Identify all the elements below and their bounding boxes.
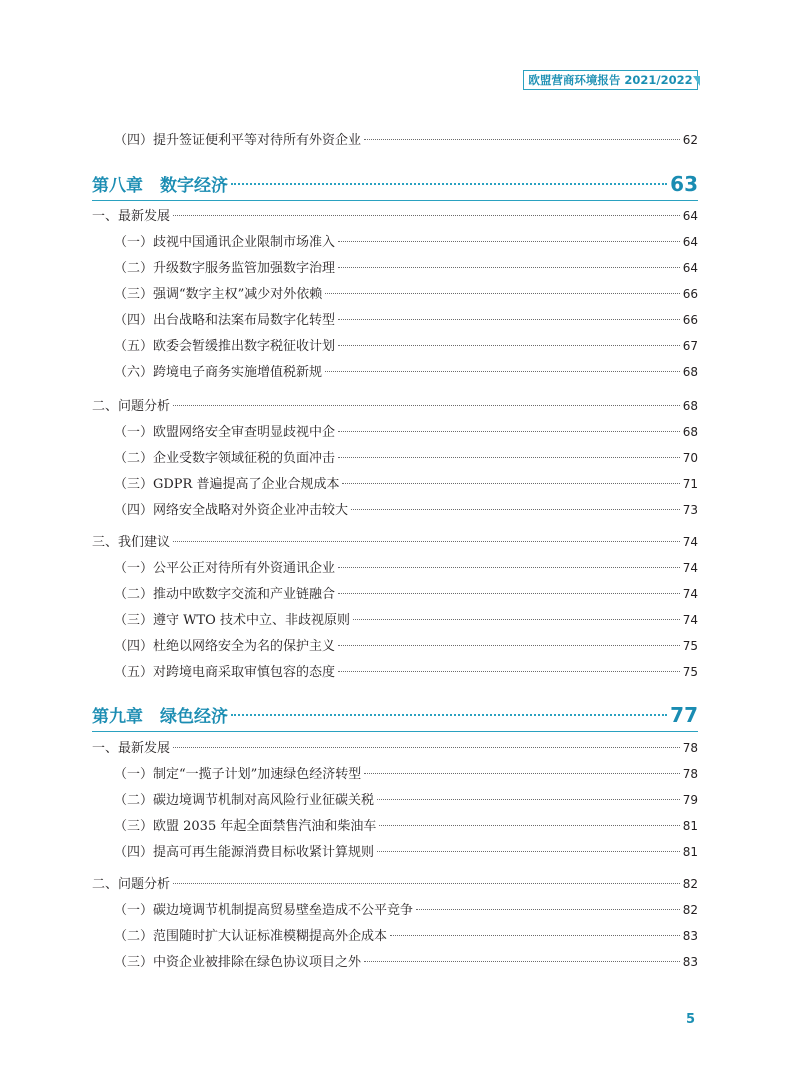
- toc-page-number: 70: [682, 451, 698, 465]
- toc-entry-title: （二）推动中欧数字交流和产业链融合: [114, 587, 336, 602]
- dot-leader: [364, 961, 680, 962]
- toc-entry-title: （五）对跨境电商采取审慎包容的态度: [114, 665, 336, 680]
- toc-page-number: 81: [682, 845, 698, 859]
- toc-entry-title: 二、问题分析: [92, 399, 171, 414]
- toc-page-number: 78: [682, 741, 698, 755]
- toc-entry-title: （四）网络安全战略对外资企业冲击较大: [114, 503, 349, 518]
- toc-page-number: 77: [670, 703, 698, 727]
- dot-leader: [231, 183, 667, 185]
- toc-page-number: 74: [682, 561, 698, 575]
- toc-page-number: 74: [682, 613, 698, 627]
- toc-page-number: 66: [682, 313, 698, 327]
- toc-section[interactable]: [92, 875, 698, 894]
- header-flag-decoration: [693, 76, 700, 86]
- toc-page-number: 64: [682, 235, 698, 249]
- dot-leader: [338, 431, 680, 432]
- dot-leader: [173, 883, 680, 884]
- toc-entry-title: （二）碳边境调节机制对高风险行业征碳关税: [114, 793, 375, 808]
- toc-page-number: 64: [682, 261, 698, 275]
- toc-page-number: 81: [682, 819, 698, 833]
- toc-subsection[interactable]: [92, 233, 698, 252]
- dot-leader: [416, 909, 680, 910]
- dot-leader: [342, 483, 679, 484]
- toc-subsection[interactable]: [92, 311, 698, 330]
- dot-leader: [379, 825, 679, 826]
- toc-section[interactable]: [92, 739, 698, 758]
- toc-entry-title: （三）欧盟 2035 年起全面禁售汽油和柴油车: [114, 819, 377, 834]
- dot-leader: [364, 139, 680, 140]
- toc-page-number: 75: [682, 639, 698, 653]
- toc-subsection[interactable]: [92, 765, 698, 784]
- toc-entry-title: （一）碳边境调节机制提高贸易壁垒造成不公平竞争: [114, 903, 414, 918]
- toc-page-number: 66: [682, 287, 698, 301]
- toc-subsection[interactable]: [92, 953, 698, 972]
- toc-subsection[interactable]: [92, 791, 698, 810]
- toc-subsection[interactable]: [92, 337, 698, 356]
- toc-entry-title: 三、我们建议: [92, 535, 171, 550]
- toc-page-number: 82: [682, 877, 698, 891]
- chapter-rule: [92, 200, 698, 201]
- toc-subsection[interactable]: [92, 663, 698, 682]
- dot-leader: [325, 293, 679, 294]
- dot-leader: [338, 567, 680, 568]
- toc-entry-title: 一、最新发展: [92, 209, 171, 224]
- toc-page-number: 74: [682, 587, 698, 601]
- page-number: 5: [686, 1012, 696, 1027]
- toc-chapter[interactable]: [92, 172, 698, 198]
- dot-leader: [173, 405, 680, 406]
- toc-page-number: 74: [682, 535, 698, 549]
- toc-entry-title: （一）公平公正对待所有外资通讯企业: [114, 561, 336, 576]
- toc-subsection[interactable]: [92, 901, 698, 920]
- dot-leader: [338, 319, 680, 320]
- dot-leader: [377, 799, 680, 800]
- dot-leader: [173, 215, 680, 216]
- toc-section[interactable]: [92, 533, 698, 552]
- dot-leader: [353, 619, 680, 620]
- toc-subsection[interactable]: [92, 363, 698, 382]
- toc-page-number: 79: [682, 793, 698, 807]
- toc-entry-title: 第九章 绿色经济: [92, 707, 228, 727]
- toc-page-number: 73: [682, 503, 698, 517]
- toc-page-number: 68: [682, 365, 698, 379]
- dot-leader: [377, 851, 680, 852]
- toc-entry-title: （三）中资企业被排除在绿色协议项目之外: [114, 955, 362, 970]
- dot-leader: [231, 714, 667, 716]
- toc-entry-title: （四）杜绝以网络安全为名的保护主义: [114, 639, 336, 654]
- toc-page-number: 62: [682, 133, 698, 147]
- toc-chapter[interactable]: [92, 703, 698, 729]
- toc-subsection[interactable]: [92, 585, 698, 604]
- report-header: 欧盟营商环境报告 2021/2022: [523, 70, 698, 90]
- toc-page-number: 68: [682, 399, 698, 413]
- dot-leader: [338, 593, 680, 594]
- dot-leader: [173, 541, 680, 542]
- toc-page-number: 63: [670, 172, 698, 196]
- toc-page-number: 64: [682, 209, 698, 223]
- dot-leader: [338, 345, 680, 346]
- toc-entry-title: （四）提高可再生能源消费目标收紧计算规则: [114, 845, 375, 860]
- dot-leader: [338, 241, 680, 242]
- chapter-rule: [92, 731, 698, 732]
- toc-page-number: 75: [682, 665, 698, 679]
- toc-entry-title: 第八章 数字经济: [92, 176, 228, 196]
- dot-leader: [351, 509, 680, 510]
- toc-subsection[interactable]: [92, 501, 698, 520]
- toc-subsection[interactable]: [92, 285, 698, 304]
- toc-entry-title: （四）出台战略和法案布局数字化转型: [114, 313, 336, 328]
- toc-entry-title: （二）升级数字服务监管加强数字治理: [114, 261, 336, 276]
- toc-subsection[interactable]: [92, 611, 698, 630]
- toc-entry-title: （三）GDPR 普遍提高了企业合规成本: [114, 477, 340, 492]
- toc-subsection[interactable]: [92, 259, 698, 278]
- dot-leader: [338, 645, 680, 646]
- toc-entry-title: （一）制定“一揽子计划”加速绿色经济转型: [114, 767, 362, 782]
- toc-entry-title: （三）强调“数字主权”减少对外依赖: [114, 287, 323, 302]
- toc-entry-title: 二、问题分析: [92, 877, 171, 892]
- toc-page-number: 67: [682, 339, 698, 353]
- toc-subsection[interactable]: [92, 817, 698, 836]
- toc-entry-title: （一）歧视中国通讯企业限制市场准入: [114, 235, 336, 250]
- toc-subsection[interactable]: [92, 843, 698, 862]
- toc-subsection[interactable]: [92, 559, 698, 578]
- toc-subsection[interactable]: [92, 475, 698, 494]
- toc-entry-title: （六）跨境电子商务实施增值税新规: [114, 365, 323, 380]
- dot-leader: [325, 371, 680, 372]
- toc-entry-title: （二）范围随时扩大认证标准模糊提高外企成本: [114, 929, 388, 944]
- toc-subsection[interactable]: [92, 423, 698, 442]
- toc-subsection[interactable]: [92, 637, 698, 656]
- dot-leader: [338, 671, 680, 672]
- dot-leader: [338, 457, 680, 458]
- toc-entry-title: 一、最新发展: [92, 741, 171, 756]
- toc-subsection[interactable]: [92, 449, 698, 468]
- dot-leader: [173, 747, 680, 748]
- dot-leader: [338, 267, 680, 268]
- dot-leader: [390, 935, 680, 936]
- toc-subsection[interactable]: [92, 927, 698, 946]
- dot-leader: [364, 773, 679, 774]
- toc-entry-title: （一）欧盟网络安全审查明显歧视中企: [114, 425, 336, 440]
- toc-page-number: 83: [682, 955, 698, 969]
- toc-section[interactable]: [92, 207, 698, 226]
- toc-entry-title: （五）欧委会暂缓推出数字税征收计划: [114, 339, 336, 354]
- toc-entry-title: （四）提升签证便利平等对待所有外资企业: [114, 133, 362, 148]
- toc-page-number: 82: [682, 903, 698, 917]
- toc-section[interactable]: [92, 397, 698, 416]
- toc-page-number: 68: [682, 425, 698, 439]
- toc-subsection[interactable]: [92, 131, 698, 150]
- toc-page-number: 71: [682, 477, 698, 491]
- toc-page-number: 78: [682, 767, 698, 781]
- toc-entry-title: （二）企业受数字领域征税的负面冲击: [114, 451, 336, 466]
- toc-page-number: 83: [682, 929, 698, 943]
- toc-entry-title: （三）遵守 WTO 技术中立、非歧视原则: [114, 613, 350, 628]
